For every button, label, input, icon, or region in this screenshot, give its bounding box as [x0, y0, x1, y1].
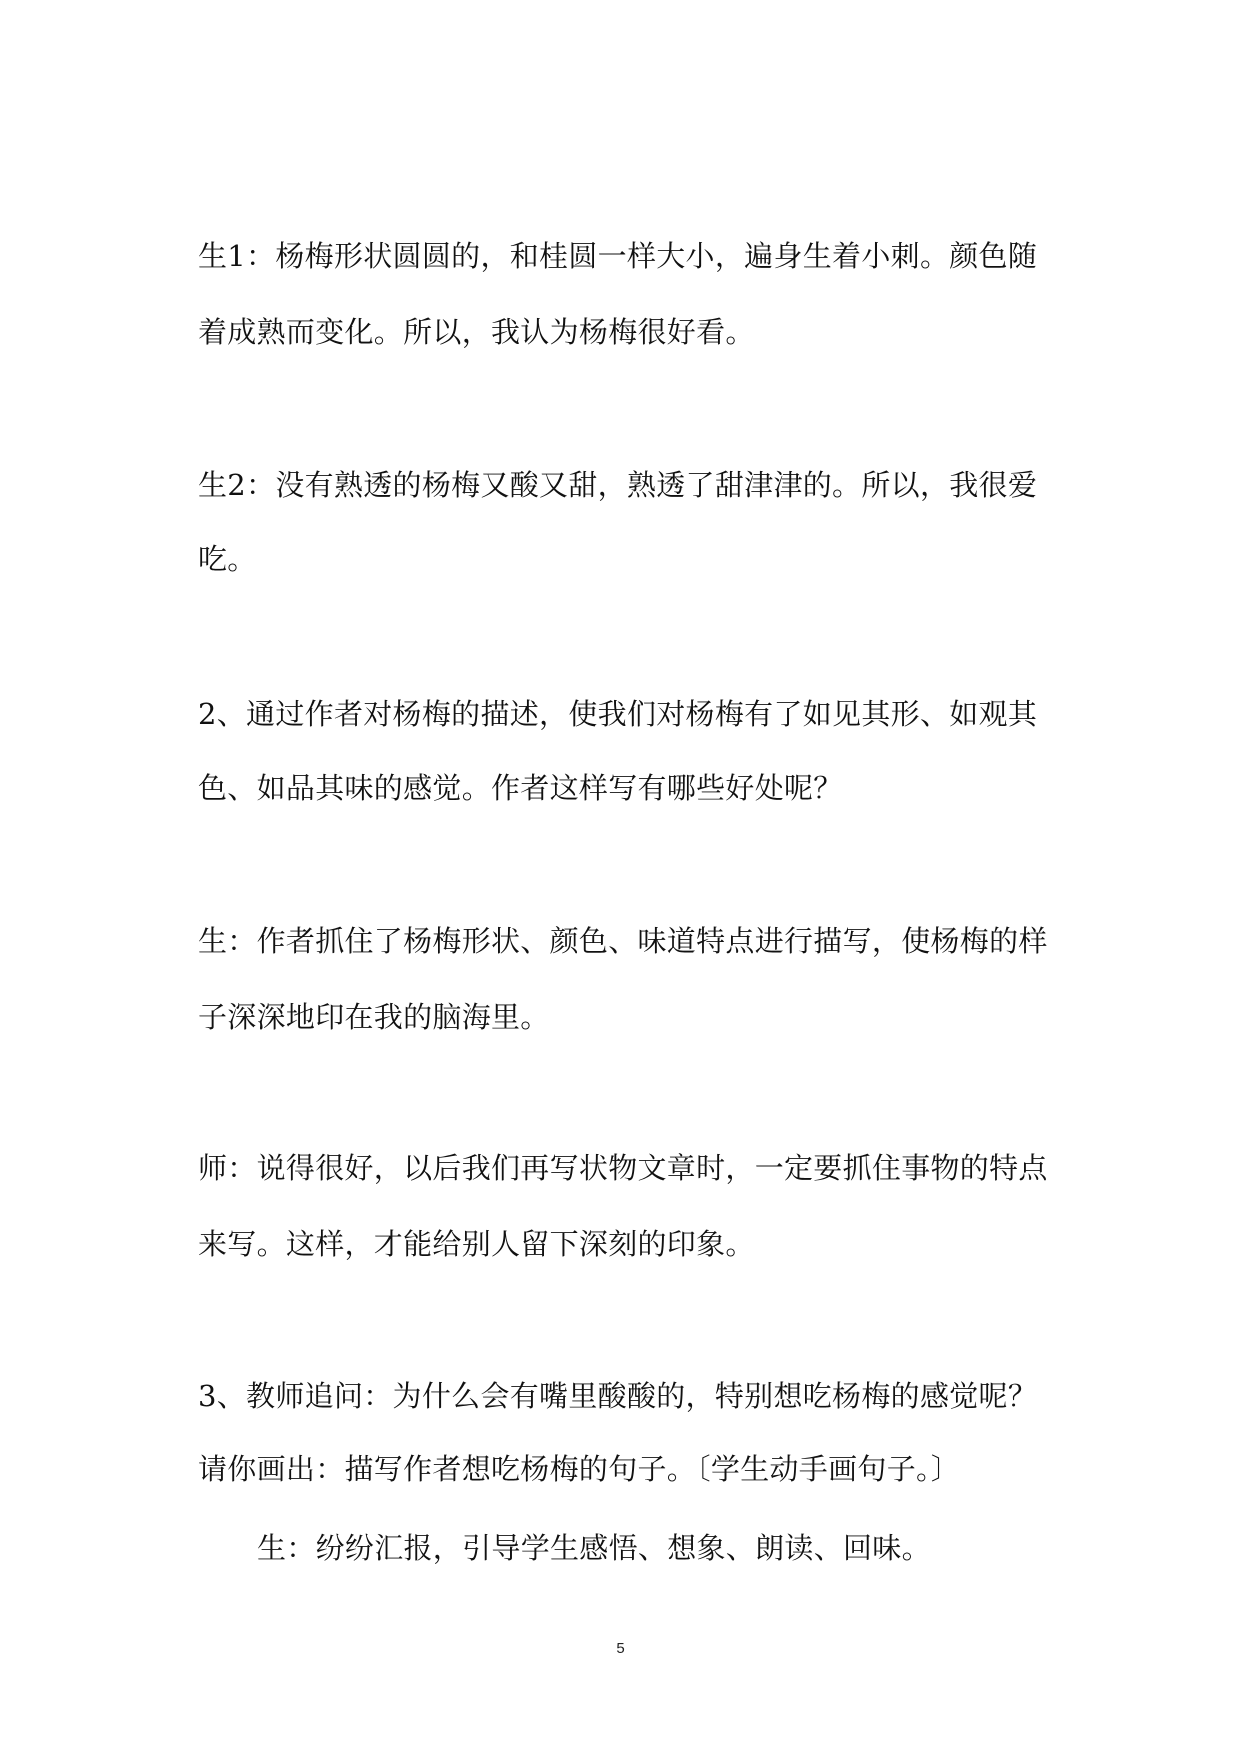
paragraph-6-line-2: 请你画出：描写作者想吃杨梅的句子。〔学生动手画句子。〕	[198, 1452, 961, 1486]
paragraph-1-line-2: 着成熟而变化。所以，我认为杨梅很好看。	[198, 315, 755, 349]
paragraph-6-line-1: 3、教师追问：为什么会有嘴里酸酸的，特别想吃杨梅的感觉呢？	[198, 1379, 1038, 1413]
paragraph-3-line-2: 色、如品其味的感觉。作者这样写有哪些好处呢？	[198, 771, 843, 805]
paragraph-4-line-1: 生：作者抓住了杨梅形状、颜色、味道特点进行描写，使杨梅的样	[198, 924, 1048, 958]
paragraph-4-line-2: 子深深地印在我的脑海里。	[198, 1000, 550, 1034]
paragraph-2-line-1: 生2：没有熟透的杨梅又酸又甜，熟透了甜津津的。所以，我很爱	[198, 468, 1038, 502]
paragraph-1-line-1: 生1：杨梅形状圆圆的，和桂圆一样大小，遍身生着小刺。颜色随	[198, 239, 1038, 273]
paragraph-3-line-1: 2、通过作者对杨梅的描述，使我们对杨梅有了如见其形、如观其	[198, 697, 1038, 731]
paragraph-2-line-2: 吃。	[198, 542, 257, 576]
paragraph-5-line-2: 来写。这样，才能给别人留下深刻的印象。	[198, 1227, 755, 1261]
paragraph-5-line-1: 师：说得很好，以后我们再写状物文章时，一定要抓住事物的特点	[198, 1151, 1048, 1185]
paragraph-7-line-1: 生：纷纷汇报，引导学生感悟、想象、朗读、回味。	[257, 1531, 931, 1565]
page-number: 5	[616, 1640, 625, 1657]
